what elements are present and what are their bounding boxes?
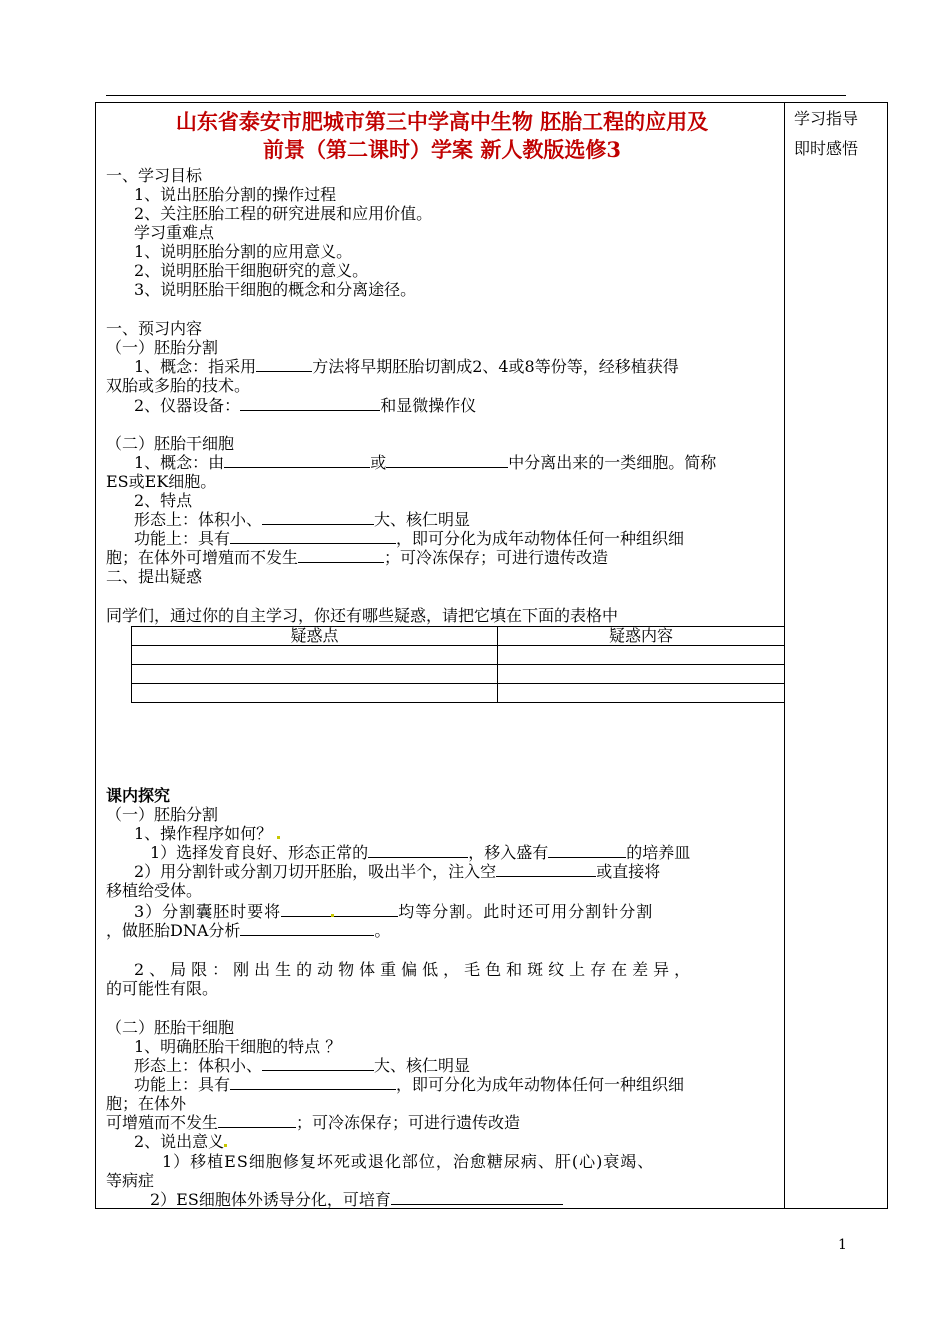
split-concept-line: 1、概念：指采用 方法将早期胚胎切割成2、4或8等份等，经移植获得 — [134, 357, 679, 376]
explore-function-cont: 胞；在体外 — [106, 1094, 187, 1113]
side-label-reflection: 即时感悟 — [794, 139, 859, 158]
form-line: 形态上：体积小、 大、核仁明显 — [134, 510, 471, 529]
meaning-1: 1）移植ES细胞修复坏死或退化部位，治愈糖尿病、肝(心)衰竭、 — [162, 1152, 655, 1171]
blank — [240, 921, 374, 936]
explore-stem-heading: （二）胚胎干细胞 — [106, 1018, 235, 1037]
table-cell[interactable] — [132, 646, 498, 665]
goal-2: 2、关注胚胎工程的研究进展和应用价值。 — [134, 204, 433, 223]
blank — [368, 843, 468, 858]
device-line: 2、仪器设备： 和显微操作仪 — [134, 396, 477, 415]
blank — [230, 529, 396, 544]
key-point-2: 2、说明胚胎干细胞研究的意义。 — [134, 261, 369, 280]
doubt-content-header: 疑惑内容 — [498, 627, 785, 646]
table-row — [132, 665, 785, 684]
explore-heading: 课内探究 — [106, 786, 171, 805]
side-label-guidance: 学习指导 — [794, 109, 859, 128]
step-1: 1）选择发育良好、形态正常的 ，移入盛有 的培养皿 — [150, 843, 691, 862]
meaning-2: 2）ES细胞体外诱导分化，可培育 — [106, 1190, 822, 1209]
table-cell[interactable] — [132, 684, 498, 703]
page-number: 1 — [838, 1237, 847, 1253]
blank — [298, 548, 384, 563]
stem-features-question: 1、明确胚胎干细胞的特点 ？ — [134, 1037, 342, 1056]
step-2-cont: 移植给受体。 — [106, 881, 203, 900]
table-row — [132, 646, 785, 665]
explore-function-cont2: 可增殖而不发生 ；可冷冻保存；可进行遗传改造 — [106, 1113, 521, 1132]
mark-dot — [224, 1144, 227, 1147]
key-points-heading: 学习重难点 — [134, 223, 215, 242]
features-heading: 2、特点 — [134, 491, 193, 510]
limitation-cont: 的可能性有限。 — [106, 979, 219, 998]
table-cell[interactable] — [498, 665, 785, 684]
blank — [230, 1075, 396, 1090]
blank — [386, 453, 508, 468]
blank — [496, 862, 596, 877]
blank — [281, 902, 331, 917]
preview-split-heading: （一）胚胎分割 — [106, 338, 219, 357]
explore-form-line: 形态上：体积小、 大、核仁明显 — [134, 1056, 471, 1075]
blank — [240, 396, 380, 411]
step-2: 2）用分割针或分割刀切开胚胎，吸出半个，注入空 或直接将 — [134, 862, 661, 881]
procedure-question: 1、操作程序如何？ — [106, 824, 806, 843]
blank — [391, 1190, 563, 1205]
key-point-3: 3、说明胚胎干细胞的概念和分离途径。 — [134, 280, 417, 299]
blank — [548, 843, 626, 858]
blank — [256, 357, 312, 372]
header-rule — [106, 95, 846, 96]
table-cell[interactable] — [132, 665, 498, 684]
table-row — [132, 627, 785, 646]
goals-heading: 一、学习目标 — [106, 166, 203, 185]
blank — [224, 453, 370, 468]
preview-heading: 一、预习内容 — [106, 319, 203, 338]
stem-concept-cont: ES或EK细胞。 — [106, 472, 217, 491]
blank — [218, 1113, 296, 1128]
doubts-table — [131, 626, 785, 703]
meaning-heading: 2、说出意义 — [106, 1132, 806, 1151]
document-title-line1: 山东省泰安市肥城市第三中学高中生物 胚胎工程的应用及 — [175, 109, 709, 134]
step-3: 3）分割囊胚时要将 均等分割。此时还可用分割针分割 — [134, 902, 654, 921]
split-concept-cont: 双胎或多胎的技术。 — [106, 376, 251, 395]
mark-dot — [277, 836, 280, 839]
meaning-1-cont: 等病症 — [106, 1171, 155, 1190]
blank — [262, 1056, 374, 1071]
document-title-line2: 前景（第二课时）学案 新人教版选修3 — [263, 137, 621, 162]
function-line: 功能上：具有 ，即可分化为成年动物体任何一种组织细 — [134, 529, 685, 548]
function-cont: 胞；在体外可增殖而不发生 ；可冷冻保存；可进行遗传改造 — [106, 548, 609, 567]
step-3-cont: ，做胚胎DNA分析 。 — [106, 921, 391, 940]
blank — [262, 510, 374, 525]
blank — [334, 902, 398, 917]
table-cell[interactable] — [498, 646, 785, 665]
doubts-prompt: 同学们，通过你的自主学习，你还有哪些疑惑，请把它填在下面的表格中 — [106, 606, 619, 625]
preview-stem-heading: （二）胚胎干细胞 — [106, 434, 235, 453]
doubts-heading: 二、提出疑惑 — [106, 567, 203, 586]
explore-function-line: 功能上：具有 ，即可分化为成年动物体任何一种组织细 — [134, 1075, 685, 1094]
key-point-1: 1、说明胚胎分割的应用意义。 — [134, 242, 353, 261]
stem-concept-line: 1、概念：由 或 中分离出来的一类细胞。简称 — [134, 453, 717, 472]
explore-split-heading: （一）胚胎分割 — [106, 805, 219, 824]
goal-1: 1、说出胚胎分割的操作过程 — [134, 185, 337, 204]
table-row — [132, 684, 785, 703]
doubt-point-header: 疑惑点 — [132, 627, 498, 646]
limitation-line: 2、局限：刚出生的动物体重偏低，毛色和斑纹上存在差异， — [134, 960, 696, 979]
table-cell[interactable] — [498, 684, 785, 703]
